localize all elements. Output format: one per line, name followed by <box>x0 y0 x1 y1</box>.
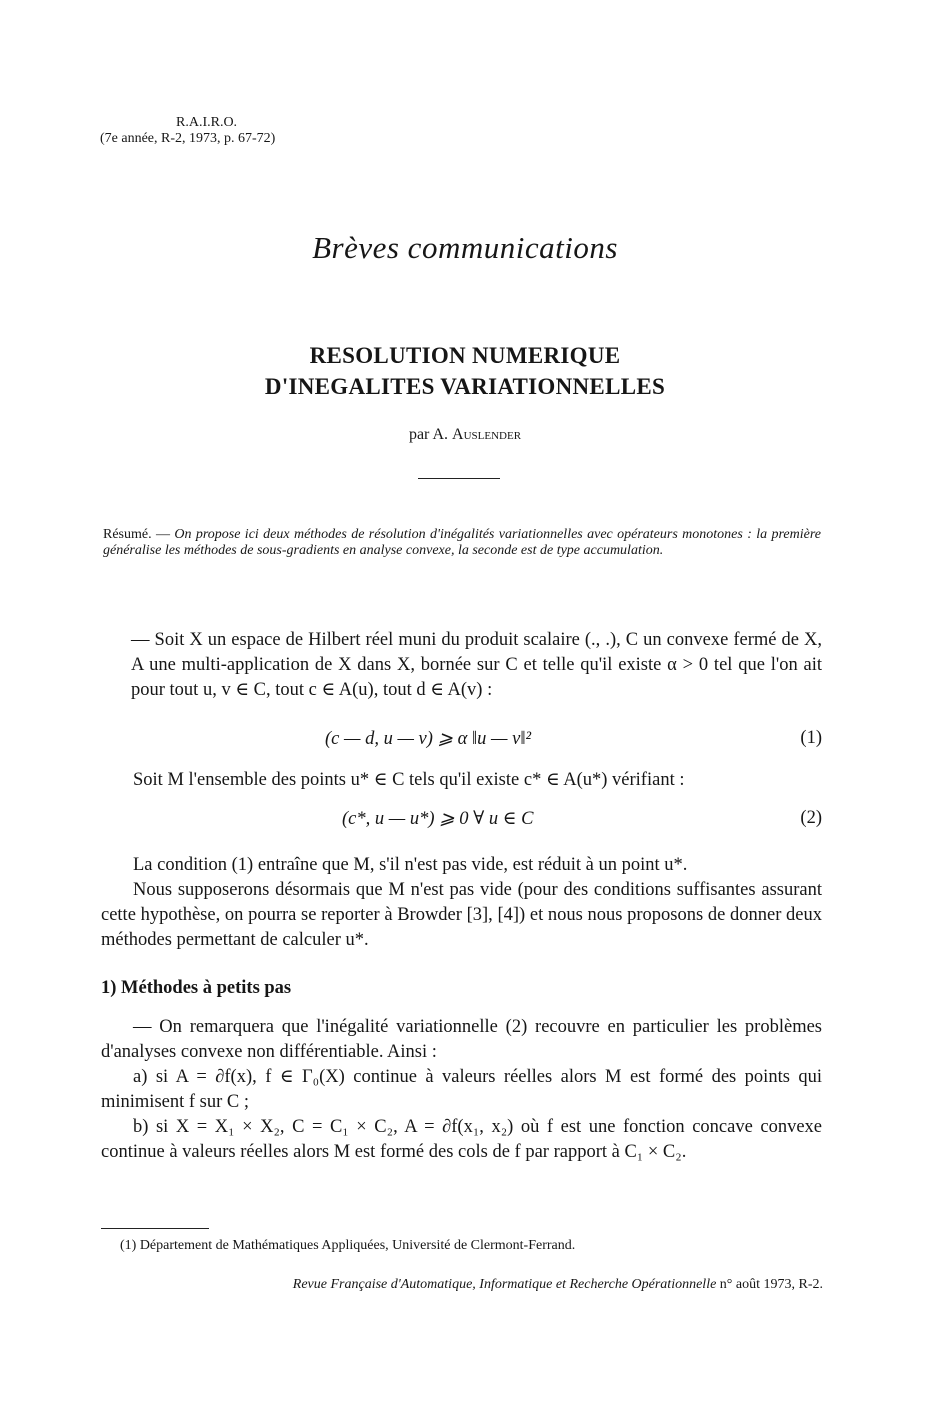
paragraph-condition-a: La condition (1) entraîne que M, s'il n'est pas vide, est réduit à un point u*. <box>133 855 688 875</box>
equation-2-number: (2) <box>800 808 822 828</box>
title-divider <box>418 478 500 479</box>
equation-2 <box>101 808 822 833</box>
paragraph-intro-text: — Soit X un espace de Hilbert réel muni du produit scalaire (., .), C un convexe fermé de X, A une multi-application de X dans X, bornée sur C et telle qu'il existe α > 0 tel que l'on ait pour tout u, v ∈ C, tout c ∈ A(u), tout d ∈ A(v) : <box>131 630 822 700</box>
equation-1-formula: (c — d, u — v) ⩾ α ‖u — v‖² <box>325 729 532 749</box>
paragraph-methods-intro: — On remarquera que l'inégalité variationnelle (2) recouvre en particulier les problèmes d'analyses convexe non différentiable. Ainsi : <box>101 1017 822 1062</box>
paper-title-line2: D'INEGALITES VARIATIONNELLES <box>264 374 666 399</box>
journal-issue: (7e année, R-2, 1973, p. 67-72) <box>100 131 276 146</box>
paper-title-line1: RESOLUTION NUMERIQUE <box>309 343 621 368</box>
author-prefix: par A. <box>408 426 449 443</box>
footer-date: n° août 1973, R-2. <box>719 1277 823 1292</box>
equation-1-number: (1) <box>800 728 822 748</box>
paragraph-intro <box>101 628 822 703</box>
abstract <box>103 527 821 559</box>
equation-2-formula: (c*, u — u*) ⩾ 0 ∀ u ∈ C <box>342 809 534 829</box>
abstract-text: On propose ici deux méthodes de résolution d'inégalités variationnelles avec opérateurs monotones : la première généralise les méthodes de sous-gradients en analyse convexe, la seconde est de type accumulation. <box>103 527 821 558</box>
paper-title <box>0 340 930 402</box>
paragraph-definition-m: Soit M l'ensemble des points u* ∈ C tels qu'il existe c* ∈ A(u*) vérifiant : <box>133 770 685 790</box>
paragraph-methods <box>101 1015 822 1165</box>
paragraph-condition <box>101 853 822 953</box>
journal-header <box>100 115 275 147</box>
page-footer <box>101 1277 823 1293</box>
journal-name: R.A.I.R.O. <box>176 115 238 130</box>
footnote: (1) Département de Mathématiques Appliquées, Université de Clermont-Ferrand. <box>120 1238 576 1253</box>
paragraph-condition-b: Nous supposerons désormais que M n'est pas vide (pour des conditions suffisantes assurant cette hypothèse, on pourra se reporter à Browder [3], [4]) et nous nous proposons de donner deux méthodes permettant de calculer u*. <box>101 880 822 950</box>
section-heading-1: 1) Méthodes à petits pas <box>101 978 292 998</box>
footer-journal: Revue Française d'Automatique, Informatique et Recherche Opérationnelle <box>292 1277 717 1292</box>
abstract-label: Résumé. — <box>103 527 170 542</box>
section-title: Brèves communications <box>312 230 618 265</box>
footnote-divider <box>101 1228 209 1229</box>
author-line <box>0 426 930 444</box>
list-item-a: a) si A = ∂f(x), f ∈ Γ₀(X) continue à valeurs réelles alors M est formé des points qui minimisent f sur C ; <box>101 1067 822 1112</box>
author-name: Auslender <box>452 426 522 443</box>
equation-1 <box>101 728 822 753</box>
list-item-b: b) si X = X₁ × X₂, C = C₁ × C₂, A = ∂f(x₁, x₂) où f est une fonction concave convexe continue à valeurs réelles alors M est formé des cols de f par rapport à C₁ × C₂. <box>101 1117 822 1162</box>
